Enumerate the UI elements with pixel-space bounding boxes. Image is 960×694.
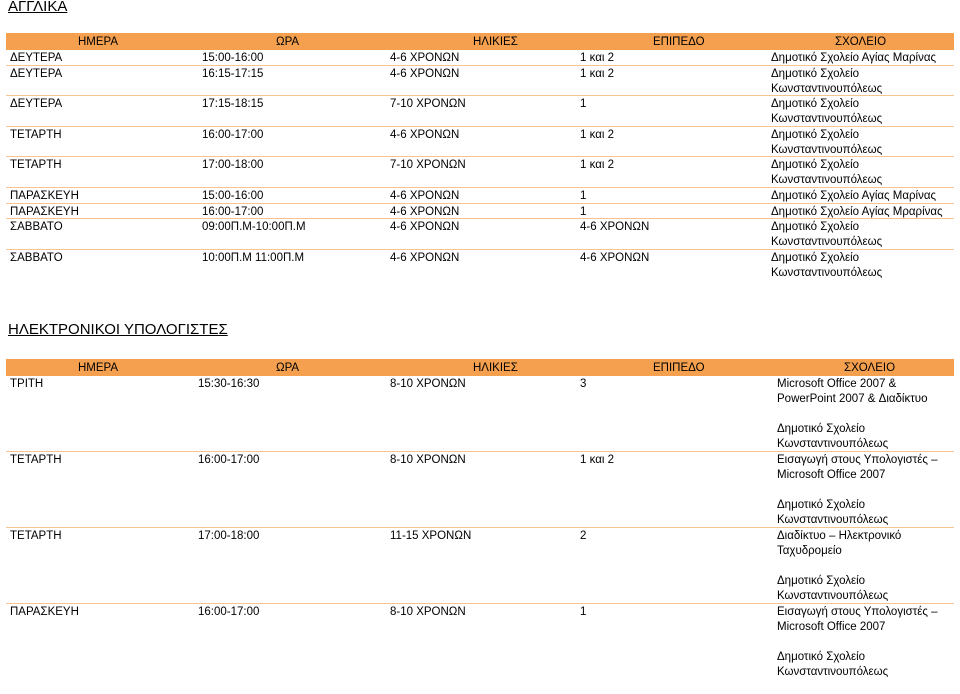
cell-ages: 4-6 ΧΡΟΝΩΝ — [390, 52, 460, 64]
school-line: Microsoft Office 2007 — [777, 621, 886, 633]
cell-time: 15:30-16:30 — [198, 378, 260, 390]
cell-level: 4-6 ΧΡΟΝΩΝ — [580, 252, 650, 264]
cell-ages: 7-10 ΧΡΟΝΩΝ — [390, 98, 466, 110]
row-divider — [6, 203, 954, 204]
computers-title: ΗΛΕΚΤΡΟΝΙΚΟΙ ΥΠΟΛΟΓΙΣΤΕΣ — [8, 321, 228, 338]
table-row — [6, 451, 954, 527]
school-line: Δημοτικό Σχολείο — [777, 651, 866, 663]
school-line: PowerPoint 2007 & Διαδίκτυο — [777, 393, 928, 405]
cell-level: 1 — [580, 190, 587, 202]
row-divider — [6, 603, 954, 604]
school-line — [777, 635, 938, 650]
row-divider — [6, 249, 954, 250]
school-line: Δημοτικό Σχολείο — [771, 129, 860, 141]
cell-school — [771, 158, 882, 188]
cell-ages: 4-6 ΧΡΟΝΩΝ — [390, 190, 460, 202]
cell-level: 3 — [580, 378, 587, 390]
table-row — [6, 249, 954, 280]
header-level: ΕΠΙΠΕΔΟ — [653, 362, 705, 374]
school-line: Microsoft Office 2007 — [777, 469, 886, 481]
cell-time: 17:15-18:15 — [202, 98, 264, 110]
cell-time: 15:00-16:00 — [202, 190, 264, 202]
cell-school — [771, 67, 882, 97]
cell-level: 1 και 2 — [580, 454, 614, 466]
header-time: ΩΡΑ — [276, 362, 300, 374]
table-row — [6, 49, 954, 65]
cell-ages: 7-10 ΧΡΟΝΩΝ — [390, 159, 466, 171]
row-divider — [6, 95, 954, 96]
cell-school — [771, 220, 882, 250]
cell-time: 16:00-17:00 — [198, 454, 260, 466]
cell-day: ΠΑΡΑΣΚΕΥΗ — [10, 190, 79, 202]
cell-level: 4-6 ΧΡΟΝΩΝ — [580, 221, 650, 233]
cell-school — [771, 51, 936, 66]
school-line: Κωνσταντινουπόλεως — [777, 666, 889, 678]
header-day: ΗΜΕΡΑ — [78, 36, 119, 48]
header-ages: ΗΛΙΚΙΕΣ — [473, 362, 518, 374]
cell-day: ΤΡΙΤΗ — [10, 378, 44, 390]
cell-ages: 4-6 ΧΡΟΝΩΝ — [390, 252, 460, 264]
cell-day: ΔΕΥΤΕΡΑ — [10, 52, 63, 64]
cell-ages: 4-6 ΧΡΟΝΩΝ — [390, 68, 460, 80]
header-level: ΕΠΙΠΕΔΟ — [653, 36, 705, 48]
table-row — [6, 187, 954, 203]
header-school: ΣΧΟΛΕΙΟ — [844, 362, 896, 374]
table-row — [6, 95, 954, 126]
row-divider — [6, 187, 954, 188]
cell-level: 2 — [580, 530, 587, 542]
cell-school — [777, 453, 938, 528]
english-title: ΑΓΓΛΙΚΑ — [8, 0, 68, 15]
table-row — [6, 527, 954, 603]
school-line: Κωνσταντινουπόλεως — [777, 438, 889, 450]
table-row — [6, 218, 954, 249]
cell-ages: 8-10 ΧΡΟΝΩΝ — [390, 378, 466, 390]
cell-school — [777, 605, 938, 680]
school-line: Διαδίκτυο – Ηλεκτρονικό — [777, 530, 902, 542]
school-line: Κωνσταντινουπόλεως — [771, 113, 883, 125]
school-line: Δημοτικό Σχολείο — [777, 575, 866, 587]
cell-level: 1 — [580, 206, 587, 218]
cell-ages: 11-15 ΧΡΟΝΩΝ — [390, 530, 472, 542]
cell-level: 1 — [580, 606, 587, 618]
school-line — [777, 483, 938, 498]
school-line: Δημοτικό Σχολείο — [777, 499, 866, 511]
table-row — [6, 65, 954, 95]
row-divider — [6, 218, 954, 219]
header-ages: ΗΛΙΚΙΕΣ — [473, 36, 518, 48]
cell-ages: 4-6 ΧΡΟΝΩΝ — [390, 221, 460, 233]
row-divider — [6, 65, 954, 66]
cell-time: 16:00-17:00 — [202, 206, 264, 218]
school-line: Δημοτικό Σχολείο Αγίας Μαρίνας — [771, 190, 937, 202]
school-line: Δημοτικό Σχολείο — [777, 423, 866, 435]
cell-day: ΠΑΡΑΣΚΕΥΗ — [10, 206, 79, 218]
school-line: Δημοτικό Σχολείο — [771, 252, 860, 264]
cell-school — [771, 128, 882, 158]
cell-school — [771, 97, 882, 127]
cell-day: ΣΑΒΒΑΤΟ — [10, 252, 63, 264]
school-line: Δημοτικό Σχολείο — [771, 221, 860, 233]
cell-time: 15:00-16:00 — [202, 52, 264, 64]
cell-day: ΤΕΤΑΡΤΗ — [10, 454, 62, 466]
header-school: ΣΧΟΛΕΙΟ — [835, 36, 887, 48]
school-line — [777, 559, 901, 574]
school-line: Δημοτικό Σχολείο Αγίας Μαρίνας — [771, 52, 937, 64]
cell-level: 1 και 2 — [580, 52, 614, 64]
cell-time: 10:00Π.Μ 11:00Π.Μ — [202, 252, 305, 264]
cell-ages: 8-10 ΧΡΟΝΩΝ — [390, 606, 466, 618]
cell-time: 17:00-18:00 — [202, 159, 264, 171]
computers-table-header — [6, 359, 954, 376]
cell-ages: 8-10 ΧΡΟΝΩΝ — [390, 454, 466, 466]
english-table-header — [6, 33, 954, 50]
row-divider — [6, 451, 954, 452]
school-line: Δημοτικό Σχολείο Αγίας Μραρίνας — [771, 206, 943, 218]
school-line: Κωνσταντινουπόλεως — [771, 144, 883, 156]
school-line — [777, 407, 927, 422]
cell-time: 17:00-18:00 — [198, 530, 260, 542]
school-line: Δημοτικό Σχολείο — [771, 159, 860, 171]
school-line: Εισαγωγή στους Υπολογιστές – — [777, 606, 938, 618]
row-divider — [6, 156, 954, 157]
cell-ages: 4-6 ΧΡΟΝΩΝ — [390, 206, 460, 218]
table-row — [6, 603, 954, 679]
cell-ages: 4-6 ΧΡΟΝΩΝ — [390, 129, 460, 141]
row-divider — [6, 126, 954, 127]
cell-time: 16:00-17:00 — [198, 606, 260, 618]
cell-school — [777, 529, 901, 604]
school-line: Κωνσταντινουπόλεως — [771, 83, 883, 95]
school-line: Κωνσταντινουπόλεως — [777, 514, 889, 526]
cell-day: ΠΑΡΑΣΚΕΥΗ — [10, 606, 79, 618]
cell-school — [771, 189, 936, 204]
cell-time: 16:15-17:15 — [202, 68, 264, 80]
cell-level: 1 και 2 — [580, 68, 614, 80]
school-line: Microsoft Office 2007 & — [777, 378, 897, 390]
school-line: Ταχυδρομείο — [777, 545, 842, 557]
header-day: ΗΜΕΡΑ — [78, 362, 119, 374]
cell-day: ΔΕΥΤΕΡΑ — [10, 98, 63, 110]
cell-time: 16:00-17:00 — [202, 129, 264, 141]
school-line: Κωνσταντινουπόλεως — [771, 267, 883, 279]
school-line: Κωνσταντινουπόλεως — [777, 590, 889, 602]
row-divider — [6, 527, 954, 528]
cell-level: 1 και 2 — [580, 129, 614, 141]
cell-level: 1 — [580, 98, 587, 110]
cell-day: ΤΕΤΑΡΤΗ — [10, 530, 62, 542]
cell-level: 1 και 2 — [580, 159, 614, 171]
table-row — [6, 126, 954, 156]
school-line: Δημοτικό Σχολείο — [771, 98, 860, 110]
school-line: Εισαγωγή στους Υπολογιστές – — [777, 454, 938, 466]
table-row — [6, 375, 954, 451]
cell-day: ΣΑΒΒΑΤΟ — [10, 221, 63, 233]
cell-day: ΤΕΤΑΡΤΗ — [10, 159, 62, 171]
table-row — [6, 203, 954, 218]
cell-day: ΤΕΤΑΡΤΗ — [10, 129, 62, 141]
school-line: Δημοτικό Σχολείο — [771, 68, 860, 80]
header-time: ΩΡΑ — [276, 36, 300, 48]
cell-day: ΔΕΥΤΕΡΑ — [10, 68, 63, 80]
school-line: Κωνσταντινουπόλεως — [771, 236, 883, 248]
cell-time: 09:00Π.Μ-10:00Π.Μ — [202, 221, 306, 233]
cell-school — [777, 377, 927, 452]
cell-school — [771, 251, 882, 281]
school-line: Κωνσταντινουπόλεως — [771, 174, 883, 186]
table-row — [6, 156, 954, 187]
